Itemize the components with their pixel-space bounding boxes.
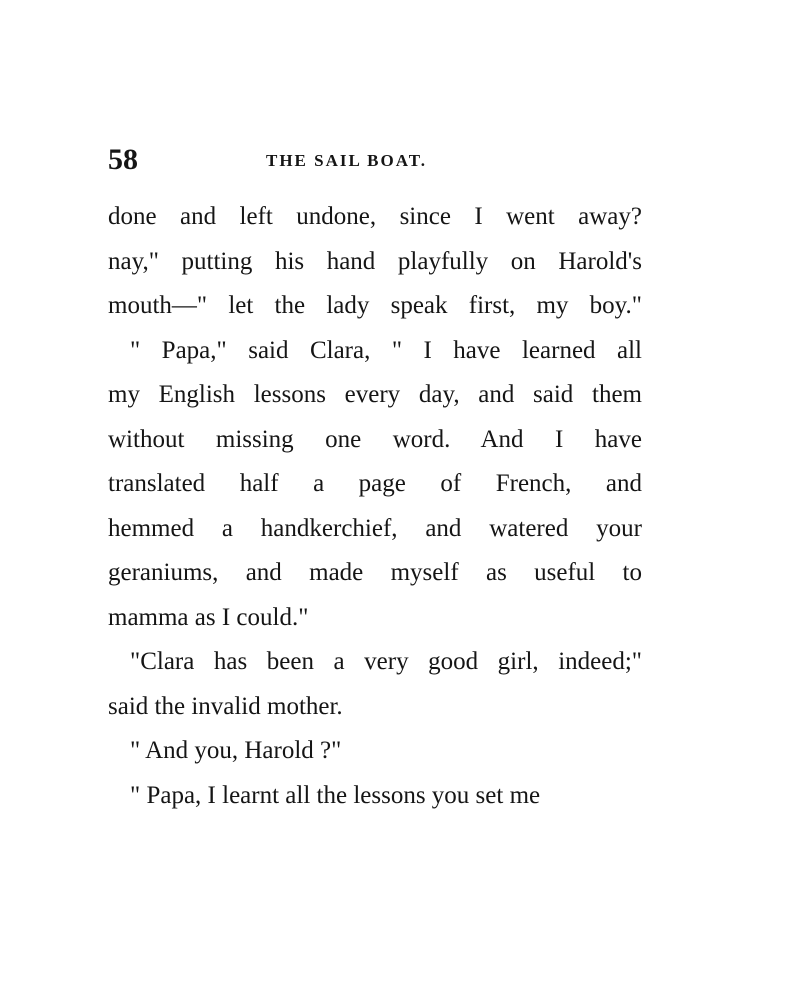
text-line: done and left undone, since I went away? bbox=[108, 203, 642, 230]
text-line: " Papa, I learnt all the lessons you set me bbox=[130, 781, 541, 809]
text-line: " Papa," said Clara, " I have learned all bbox=[130, 336, 642, 364]
page-number: 58 bbox=[108, 143, 138, 176]
text-line: hemmed a handkerchief, and watered your bbox=[108, 514, 642, 542]
text-line: "Clara has been a very good girl, indeed;" bbox=[130, 648, 642, 675]
text-line: translated half a page of French, and bbox=[108, 470, 642, 497]
text-line: mamma as I could." bbox=[108, 603, 309, 631]
text-line: said the invalid mother. bbox=[108, 692, 343, 720]
text-line: nay," putting his hand playfully on Harold's bbox=[108, 247, 642, 275]
running-head bbox=[108, 140, 648, 180]
text-line: without missing one word. And I have bbox=[108, 425, 642, 453]
text-line: mouth—" let the lady speak first, my boy." bbox=[108, 292, 642, 319]
text-line: " And you, Harold ?" bbox=[130, 737, 342, 764]
page-text bbox=[108, 195, 642, 818]
running-title: THE SAIL BOAT. bbox=[266, 151, 428, 170]
text-line: geraniums, and made myself as useful to bbox=[108, 559, 642, 586]
text-line: my English lessons every day, and said them bbox=[108, 381, 642, 408]
